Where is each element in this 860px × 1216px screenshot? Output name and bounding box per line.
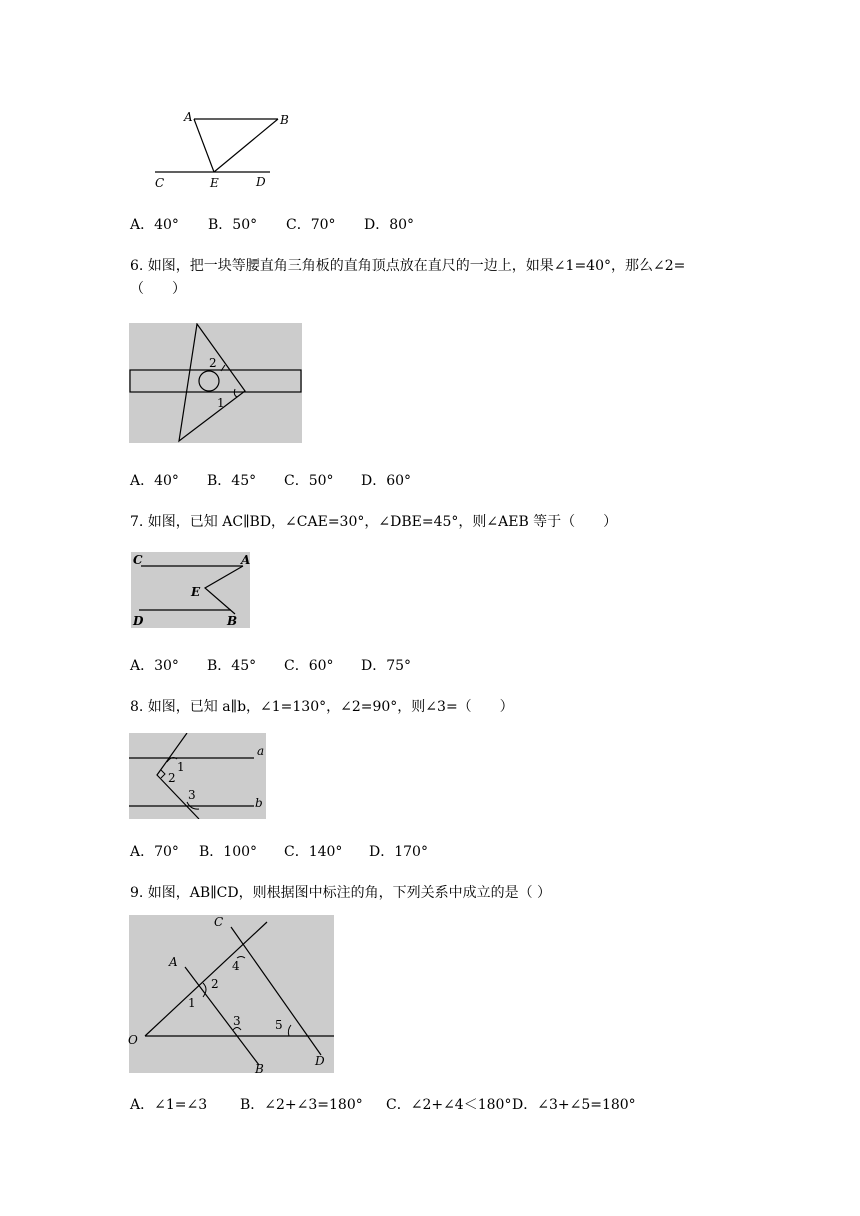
- q8-angle-1-label: 1: [177, 760, 185, 774]
- q9-angle-2-label: 2: [211, 977, 219, 991]
- q6-option-a[interactable]: A．40°: [130, 473, 179, 489]
- q7-label-a: A: [241, 553, 250, 567]
- q5-option-a[interactable]: A．40°: [130, 217, 179, 233]
- q7-option-a[interactable]: A．30°: [130, 658, 179, 674]
- q5-option-b[interactable]: B．50°: [208, 217, 258, 233]
- q5-option-d[interactable]: D．80°: [364, 217, 415, 233]
- q7-question-text: 7. 如图，已知 AC∥BD，∠CAE=30°，∠DBE=45°，则∠AEB 等于（ ）: [130, 514, 618, 530]
- q5-label-e: E: [210, 176, 219, 190]
- q5-label-a: A: [184, 110, 193, 124]
- q9-label-d: D: [315, 1054, 325, 1068]
- q8-option-b[interactable]: B．100°: [199, 844, 258, 860]
- q9-label-c: C: [214, 915, 224, 929]
- q8-angle-3-label: 3: [188, 788, 196, 802]
- q6-option-d[interactable]: D．60°: [361, 473, 412, 489]
- q9-figure: [127, 915, 335, 1077]
- q9-option-b[interactable]: B．∠2+∠3=180°: [240, 1097, 363, 1113]
- q6-question-paren: （ ）: [130, 281, 186, 297]
- q5-label-b: B: [280, 113, 289, 127]
- q9-option-d[interactable]: D．∠3+∠5=180°: [512, 1097, 636, 1113]
- q6-angle-1-label: 1: [217, 396, 225, 410]
- q7-label-d: D: [133, 614, 144, 628]
- q8-label-a: a: [257, 744, 265, 758]
- q7-option-b[interactable]: B．45°: [207, 658, 257, 674]
- q7-figure: [131, 552, 250, 628]
- q7-label-c: C: [133, 553, 143, 567]
- q5-figure: [150, 108, 310, 192]
- q7-label-b: B: [227, 614, 238, 628]
- q5-option-c[interactable]: C．70°: [286, 217, 336, 233]
- q9-angle-3-label: 3: [233, 1014, 241, 1028]
- q9-angle-5-label: 5: [275, 1018, 283, 1032]
- q9-angle-4-label: 4: [232, 959, 240, 973]
- q9-label-a: A: [169, 955, 178, 969]
- q8-label-b: b: [255, 796, 263, 810]
- q9-label-b: B: [255, 1062, 264, 1076]
- q7-option-c[interactable]: C．60°: [284, 658, 334, 674]
- q8-options: [130, 841, 428, 861]
- q8-question-text: 8. 如图，已知 a∥b，∠1=130°，∠2=90°，则∠3=（ ）: [130, 699, 514, 715]
- q7-option-d[interactable]: D．75°: [361, 658, 412, 674]
- q5-label-d: D: [256, 175, 266, 189]
- q8-angle-2-label: 2: [168, 771, 176, 785]
- q7-options: [130, 655, 411, 675]
- q6-option-b[interactable]: B．45°: [207, 473, 257, 489]
- q9-question-text: 9. 如图，AB∥CD，则根据图中标注的角，下列关系中成立的是（ ）: [130, 885, 552, 901]
- q6-question-text: 6. 如图，把一块等腰直角三角板的直角顶点放在直尺的一边上，如果∠1=40°，那么∠2=: [130, 258, 686, 274]
- q8-figure: [129, 733, 266, 819]
- q6-angle-2-label: 2: [209, 356, 217, 370]
- q9-options: [130, 1094, 636, 1114]
- q9-option-c[interactable]: C．∠2+∠4＜180°: [386, 1097, 512, 1113]
- q9-option-a[interactable]: A．∠1=∠3: [130, 1097, 208, 1113]
- q9-label-o: O: [128, 1033, 138, 1047]
- q8-option-a[interactable]: A．70°: [130, 844, 179, 860]
- q5-label-c: C: [155, 176, 165, 190]
- q6-option-c[interactable]: C．50°: [284, 473, 334, 489]
- q5-options: [130, 214, 414, 234]
- q8-option-d[interactable]: D．170°: [369, 844, 428, 860]
- q7-label-e: E: [191, 585, 201, 599]
- q8-option-c[interactable]: C．140°: [284, 844, 343, 860]
- q6-options: [130, 470, 411, 490]
- q6-figure: [129, 323, 302, 443]
- q9-angle-1-label: 1: [188, 996, 196, 1010]
